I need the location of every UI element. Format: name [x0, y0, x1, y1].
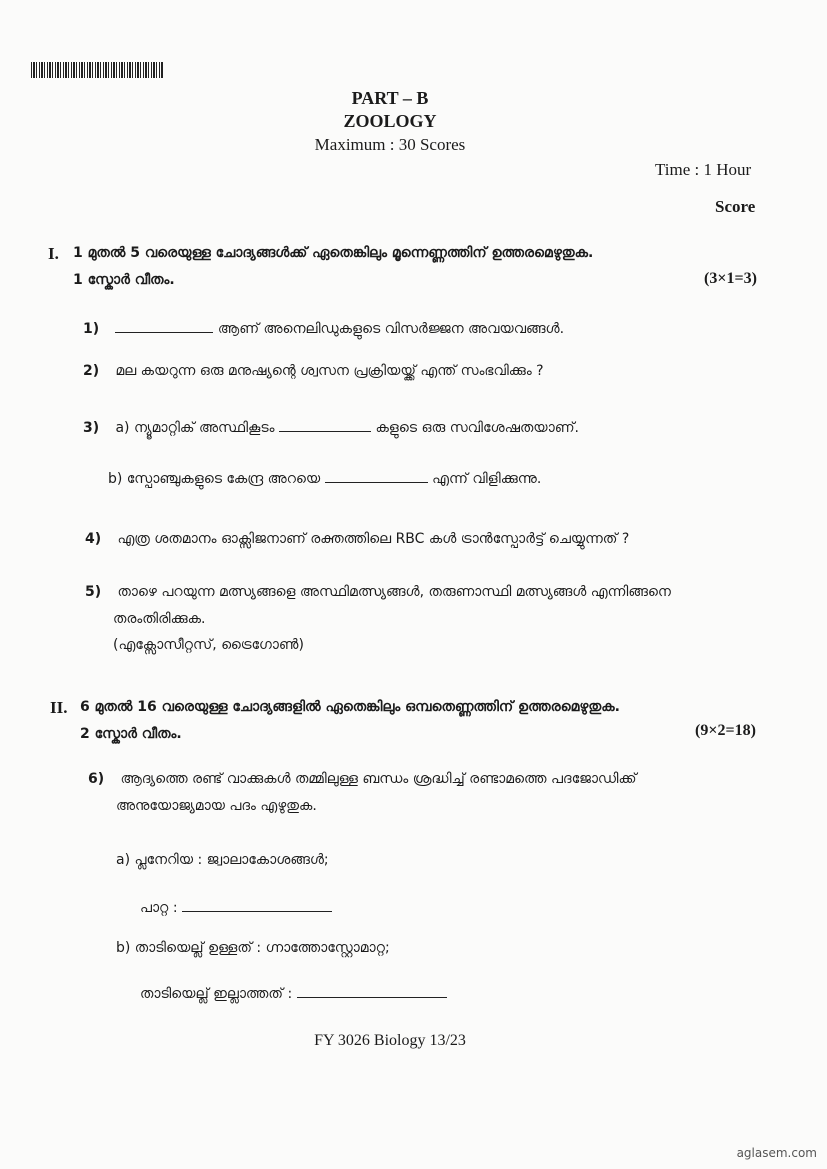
question-3a: 3) a) ന്യൂമാറ്റിക് അസ്ഥികൂടം കളുടെ ഒരു സവിശേഷതയാണ്. — [83, 417, 579, 436]
question-6: 6) ആദ്യത്തെ രണ്ട് വാക്കുകൾ തമ്മിലുള്ള ബന്ധം ശ്രദ്ധിച്ച് രണ്ടാമത്തെ പദജോഡിക്ക് — [88, 771, 637, 787]
answer-blank — [279, 417, 371, 432]
question-6a: a) പ്ലനേറിയ : ജ്വാലാകോശങ്ങൾ; — [116, 852, 329, 868]
question-6b-answer: താടിയെല്ല് ഇല്ലാത്തത് : — [140, 983, 447, 1002]
question-5-options: (എക്സോസീറ്റസ്, ട്രൈഗോൺ) — [113, 637, 304, 653]
question-2: 2) മല കയറുന്ന ഒരു മനുഷ്യന്റെ ശ്വസന പ്രക്രിയയ്ക്ക് എന്ത് സംഭവിക്കും ? — [83, 363, 544, 379]
question-4: 4) എത്ര ശതമാനം ഓക്സിജനാണ് രക്തത്തിലെ RBC കൾ ട്രാൻസ്പോർട്ട് ചെയ്യുന്നത് ? — [85, 531, 630, 547]
score-label: Score — [715, 197, 756, 216]
answer-blank — [115, 318, 213, 333]
watermark: aglasem.com — [736, 1146, 817, 1160]
time-label: Time : 1 Hour — [655, 160, 752, 179]
question-5: 5) താഴെ പറയുന്ന മത്സ്യങ്ങളെ അസ്ഥിമത്സ്യങ്ങൾ, തരുണാസ്ഥി മത്സ്യങ്ങൾ എന്നിങ്ങനെ — [85, 584, 671, 600]
answer-blank — [297, 983, 447, 998]
question-1: 1) ആണ് അനെലിഡുകളുടെ വിസർജ്ജന അവയവങ്ങൾ. — [83, 318, 564, 337]
barcode — [31, 62, 164, 78]
part-heading: PART – B — [351, 88, 429, 108]
question-5-line2: തരംതിരിക്കുക. — [113, 611, 206, 627]
max-scores: Maximum : 30 Scores — [314, 135, 466, 154]
section-2-marks: (9×2=18) — [695, 722, 756, 739]
question-6b: b) താടിയെല്ല് ഉള്ളത് : ഗ്നാത്തോസ്റ്റോമാറ്റ; — [116, 940, 390, 956]
section-1-instruction: 1 മുതൽ 5 വരെയുള്ള ചോദ്യങ്ങൾക്ക് ഏതെങ്കിലും മൂന്നെണ്ണത്തിന് ഉത്തരമെഴുതുക. — [73, 245, 594, 261]
answer-blank — [182, 897, 332, 912]
question-6a-answer: പാറ്റ : — [140, 897, 332, 916]
section-2-per-score: 2 സ്കോർ വീതം. — [80, 726, 182, 742]
question-6-line2: അനുയോജ്യമായ പദം എഴുതുക. — [116, 798, 317, 814]
section-1-numeral: I. — [48, 244, 59, 263]
section-2-numeral: II. — [50, 698, 68, 717]
subject-heading: ZOOLOGY — [343, 111, 437, 131]
section-2-instruction: 6 മുതൽ 16 വരെയുള്ള ചോദ്യങ്ങളിൽ ഏതെങ്കിലും ഒമ്പതെണ്ണത്തിന് ഉത്തരമെഴുതുക. — [80, 699, 620, 715]
answer-blank — [325, 468, 428, 483]
page-footer: FY 3026 Biology 13/23 — [314, 1032, 466, 1049]
section-1-marks: (3×1=3) — [704, 270, 757, 287]
question-3b: b) സ്പോഞ്ചുകളുടെ കേന്ദ്ര അറയെ എന്ന് വിളിക്കുന്നു. — [108, 468, 541, 487]
section-1-per-score: 1 സ്കോർ വീതം. — [73, 272, 175, 288]
